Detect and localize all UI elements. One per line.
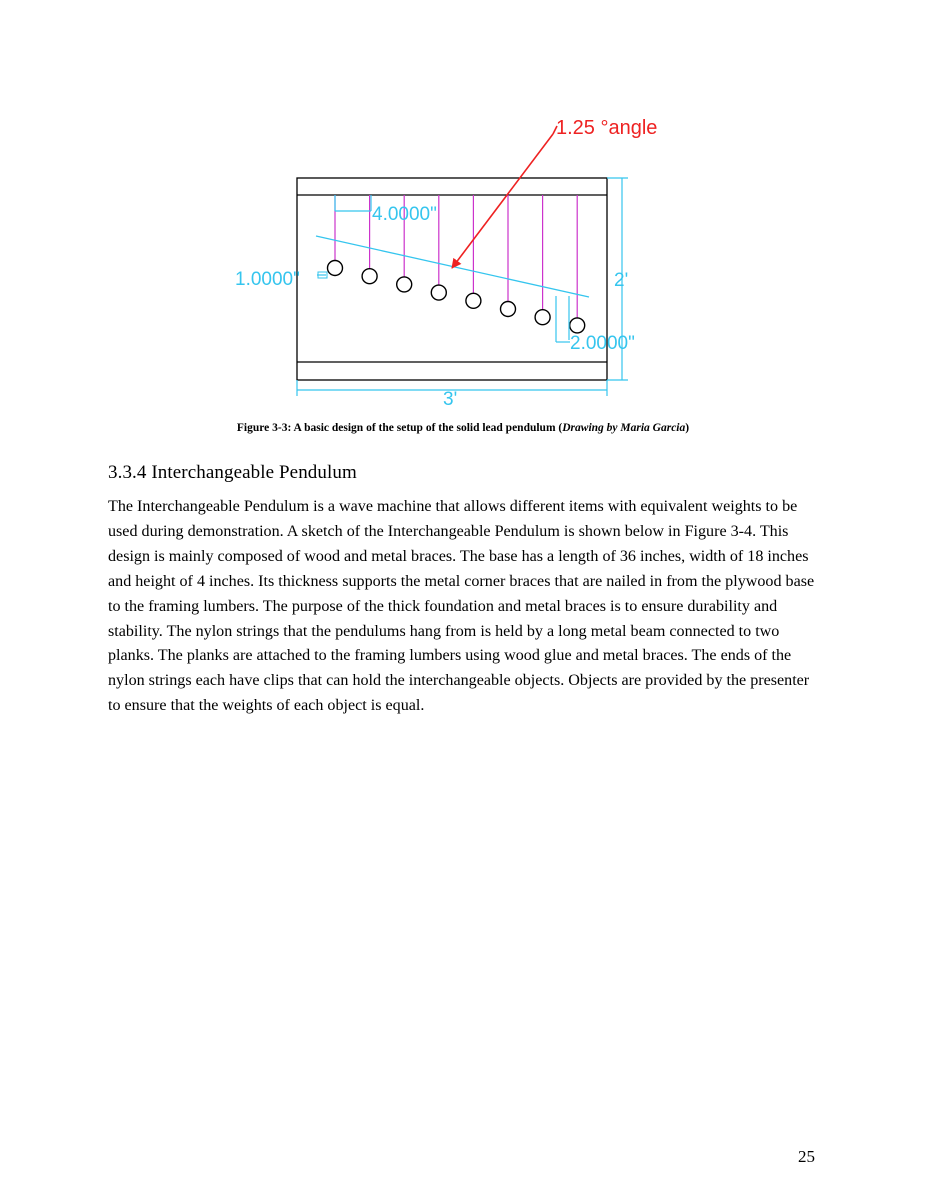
pendulum-bob <box>362 269 377 284</box>
pendulum-bob <box>397 277 412 292</box>
spacing-label: 4.0000" <box>372 204 437 225</box>
caption-credit: Drawing by Maria Garcia <box>562 422 686 434</box>
height-label: 2' <box>614 270 629 291</box>
figure-caption <box>100 422 826 434</box>
angle-arrow <box>452 134 553 268</box>
pendulum-bob <box>570 318 585 333</box>
pendulum-drawing <box>220 100 700 415</box>
pendulum-figure <box>220 100 700 415</box>
caption-close: ) <box>685 422 690 434</box>
page-number: 25 <box>798 1147 815 1166</box>
caption-text: Figure 3-3: A basic design of the setup of the solid lead pendulum ( <box>236 422 563 434</box>
offset-label: 2.0000" <box>570 333 635 354</box>
pendulum-bob <box>501 302 516 317</box>
pendulum-bob <box>431 285 446 300</box>
width-label: 3' <box>443 389 458 410</box>
radius-label: 1.0000" <box>235 269 300 290</box>
section-heading: 3.3.4 Interchangeable Pendulum <box>108 462 357 483</box>
pendulum-bob <box>466 293 481 308</box>
pendulum-bob <box>328 261 343 276</box>
angle-label: 1.25 °angle <box>556 117 658 139</box>
frame-outline <box>297 178 607 380</box>
pendulum-bob <box>535 310 550 325</box>
pendulum-array <box>328 195 585 333</box>
body-paragraph: The Interchangeable Pendulum is a wave machine that allows different items with equivalent weights to be used during demonstration. A sketch of the Interchangeable Pendulum is shown below in Figure 3-4. This design is mainly composed of wood and metal braces. The base has a length of 36 inches, width of 18 inches and height of 4 inches. Its thickness supports the metal corner braces that are nailed in from the plywood base to the framing lumbers. The purpose of the thick foundation and metal braces is to ensure durability and stability. The nylon strings that the pendulums hang from is held by a long metal beam connected to two planks. The planks are attached to the framing lumbers using wood glue and metal braces. The ends of the nylon strings each have clips that can hold the interchangeable objects. Objects are provided by the presenter to ensure that the weights of each object is equal. <box>108 498 815 715</box>
